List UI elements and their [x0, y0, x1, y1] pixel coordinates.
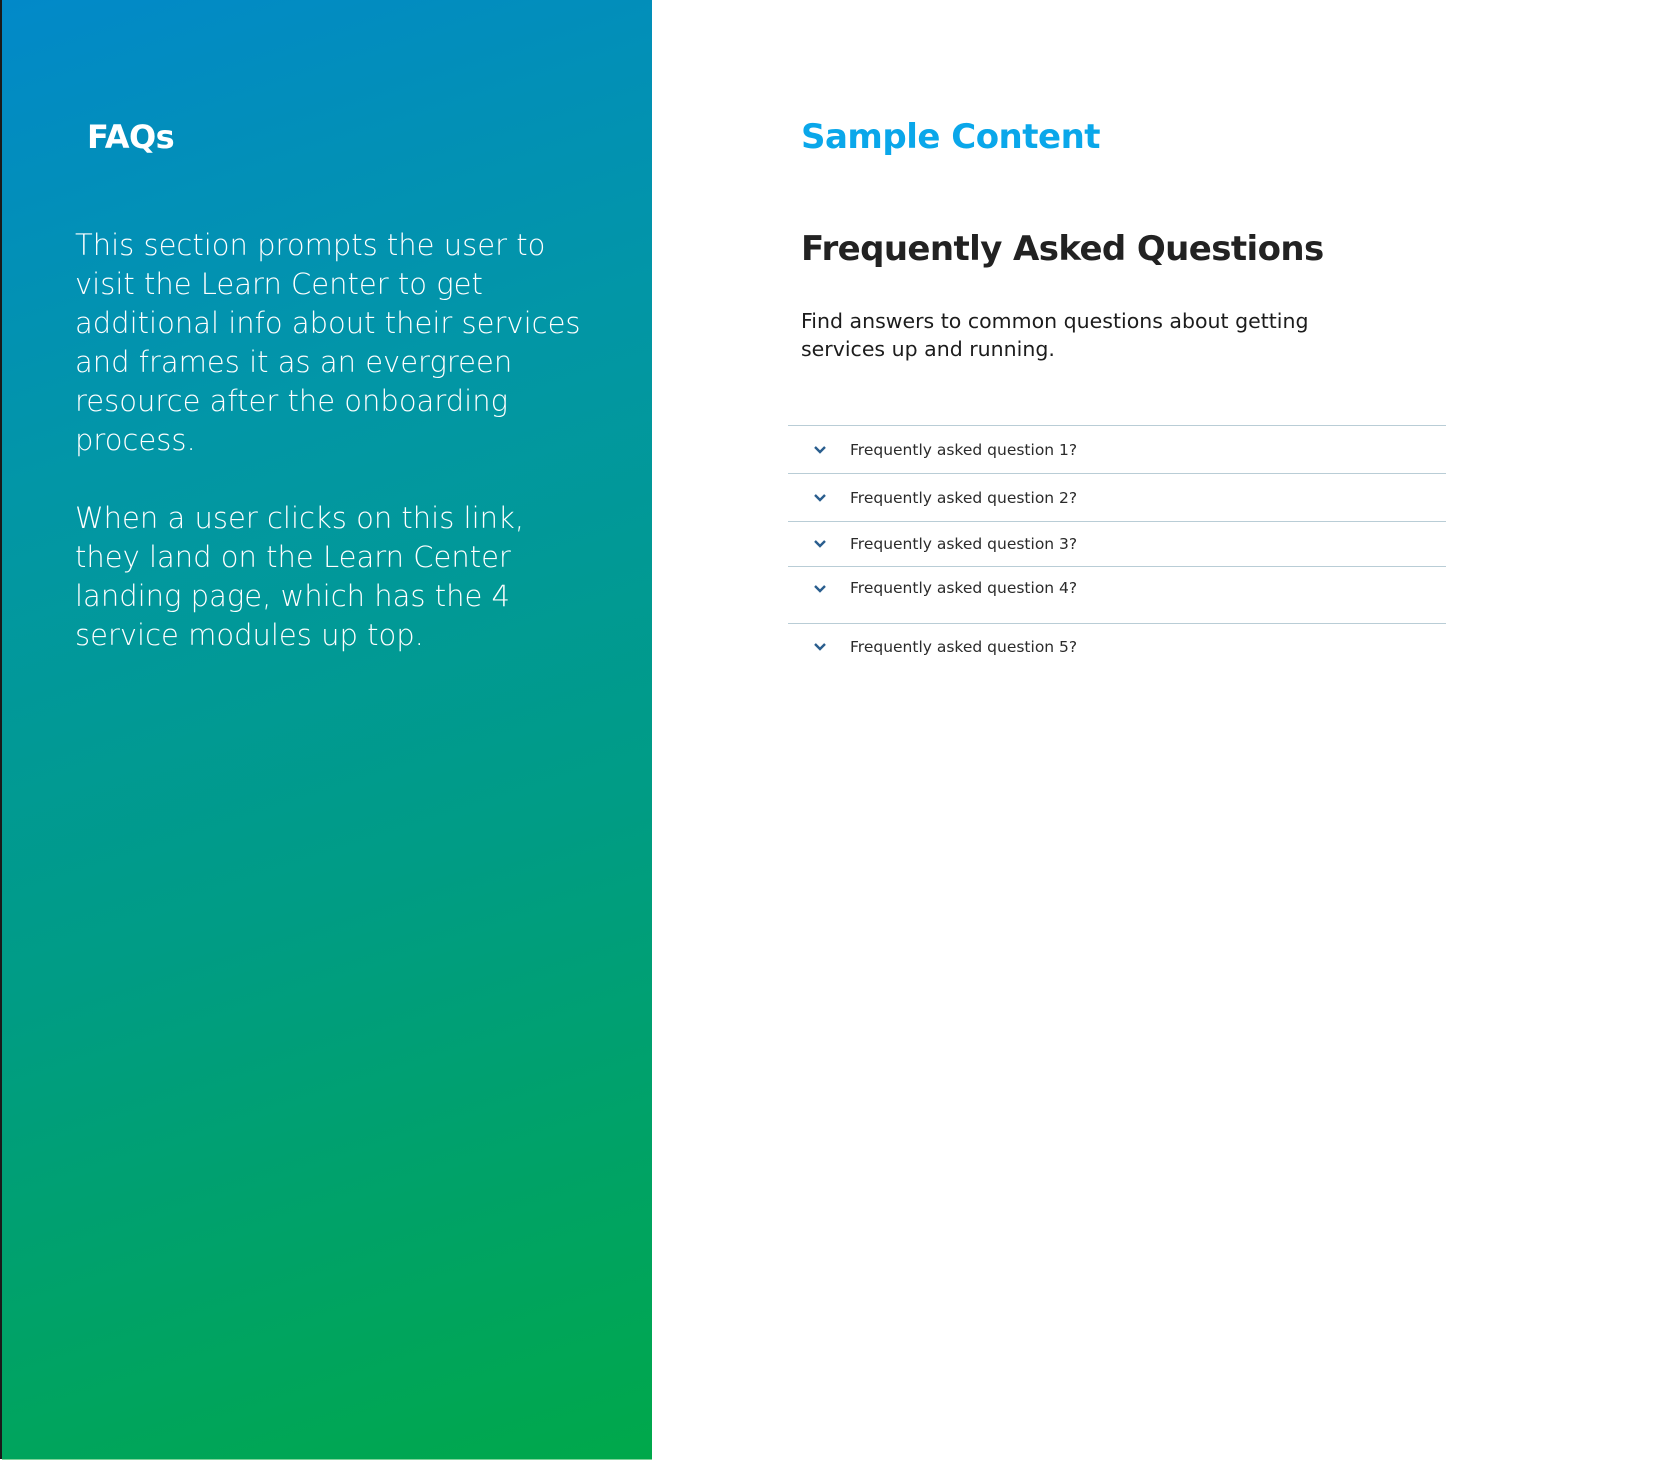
faq-item-4[interactable]: [788, 567, 1446, 624]
faq-item-1[interactable]: [788, 426, 1446, 474]
faq-accordion: [788, 425, 1446, 670]
page-title: Frequently Asked Questions: [801, 229, 1324, 269]
chevron-down-icon: [813, 582, 827, 596]
panel-title: FAQs: [87, 118, 175, 156]
faq-item-5[interactable]: [788, 624, 1446, 670]
description-paragraph-1: This section prompts the user to visit the Learn Center to get additional info about their services and frames it as an evergreen resource after the onboarding process.: [75, 228, 581, 457]
faq-question: Frequently asked question 1?: [850, 440, 1078, 459]
faq-question: Frequently asked question 5?: [850, 638, 1078, 656]
page-description: Find answers to common questions about getting services up and running.: [801, 309, 1309, 361]
chevron-down-icon: [813, 537, 827, 551]
left-info-panel: [0, 0, 652, 1459]
faq-item-2[interactable]: [788, 474, 1446, 522]
chevron-down-icon: [813, 491, 827, 505]
chevron-down-icon: [813, 443, 827, 457]
description-paragraph-2: When a user clicks on this link, they land on the Learn Center landing page, which has the 4 service modules up top.: [75, 501, 525, 652]
faq-question: Frequently asked question 3?: [850, 535, 1078, 553]
faq-question: Frequently asked question 4?: [850, 579, 1078, 597]
chevron-down-icon: [813, 640, 827, 654]
section-kicker: Sample Content: [801, 117, 1101, 157]
panel-description: [75, 226, 595, 694]
faq-question: Frequently asked question 2?: [850, 488, 1078, 507]
faq-item-3[interactable]: [788, 522, 1446, 567]
